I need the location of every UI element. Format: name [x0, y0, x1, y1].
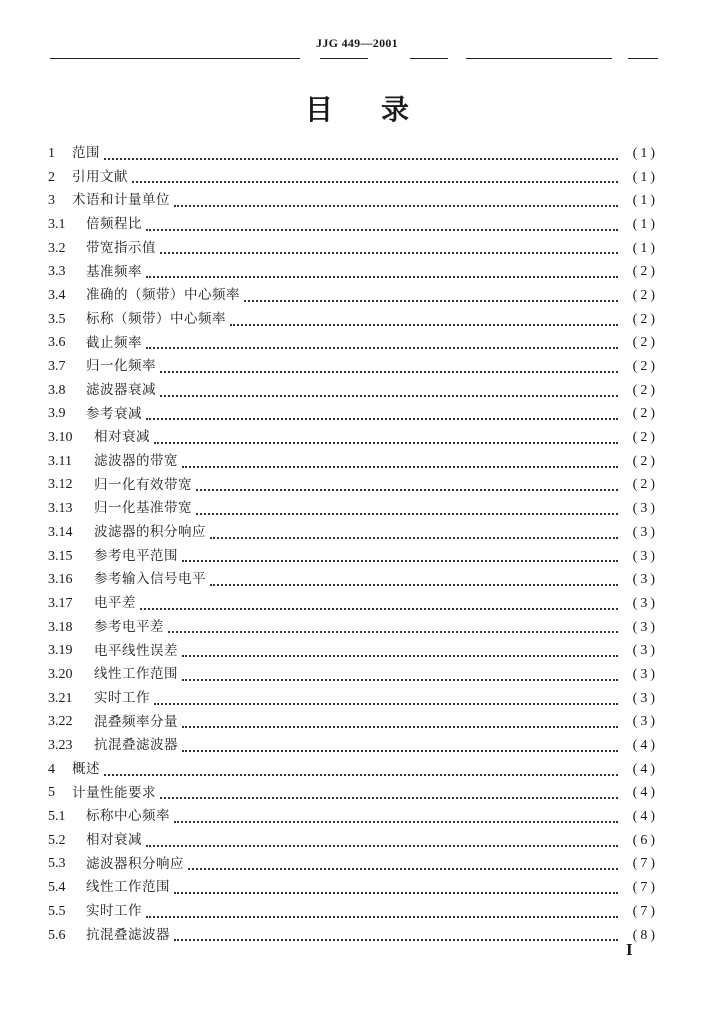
toc-page: (2) [632, 335, 658, 351]
toc-number: 3.4 [48, 287, 66, 303]
dot-leader [174, 820, 618, 823]
toc-entry[interactable] [48, 924, 658, 948]
dot-leader [160, 394, 618, 397]
toc-entry[interactable] [48, 687, 658, 711]
dot-leader [146, 228, 618, 231]
dot-leader [196, 488, 618, 491]
toc-number: 5.1 [48, 809, 66, 825]
toc-label: 参考电平差 [94, 618, 164, 635]
toc-entry[interactable] [48, 450, 658, 474]
toc-entry[interactable] [48, 782, 658, 806]
toc-number: 1 [48, 145, 55, 161]
dot-leader [244, 299, 618, 302]
toc-label: 参考衰减 [86, 405, 142, 422]
toc-page: (3) [632, 524, 658, 540]
toc-label: 倍频程比 [86, 216, 142, 233]
dot-leader [182, 678, 618, 681]
dot-leader [210, 536, 618, 539]
dot-leader [188, 867, 618, 870]
toc-page: (2) [632, 359, 658, 375]
toc-label: 概述 [72, 760, 100, 777]
toc-number: 3.12 [48, 477, 73, 493]
toc-page: (2) [632, 430, 658, 446]
toc-page: (1) [632, 216, 658, 232]
toc-page: (2) [632, 264, 658, 280]
toc-label: 抗混叠滤波器 [86, 926, 170, 943]
toc-label: 标称中心频率 [86, 808, 170, 825]
toc-number: 3.21 [48, 690, 73, 706]
dot-leader [182, 559, 618, 562]
toc-page: (7) [632, 880, 658, 896]
toc-page: (1) [632, 193, 658, 209]
dot-leader [182, 749, 618, 752]
toc-number: 3.13 [48, 501, 73, 517]
toc-number: 5.5 [48, 903, 66, 919]
toc-page: (3) [632, 548, 658, 564]
toc-label: 引用文献 [72, 168, 128, 185]
dot-leader [146, 346, 618, 349]
toc-label: 计量性能要求 [72, 784, 156, 801]
toc-entry[interactable] [48, 592, 658, 616]
toc-page: (3) [632, 714, 658, 730]
toc-label: 基准频率 [86, 263, 142, 280]
toc-entry[interactable] [48, 805, 658, 829]
dot-leader [182, 654, 618, 657]
toc-label: 参考电平范围 [94, 547, 178, 564]
toc-number: 3.5 [48, 311, 66, 327]
toc-page: (7) [632, 903, 658, 919]
toc-entry[interactable] [48, 166, 658, 190]
toc-page: (4) [632, 809, 658, 825]
toc-number: 3.8 [48, 382, 66, 398]
toc-entry[interactable] [48, 284, 658, 308]
toc-number: 3.14 [48, 524, 73, 540]
toc-page: (8) [632, 927, 658, 943]
dot-leader [168, 630, 618, 633]
toc-label: 电平线性误差 [94, 642, 178, 659]
toc-label: 参考输入信号电平 [94, 571, 206, 588]
toc-number: 5.3 [48, 856, 66, 872]
toc-label: 标称（频带）中心频率 [86, 310, 226, 327]
dot-leader [174, 204, 618, 207]
toc-page: (2) [632, 477, 658, 493]
toc-entry[interactable] [48, 616, 658, 640]
toc-entry[interactable] [48, 403, 658, 427]
dot-leader [104, 773, 618, 776]
toc-label: 带宽指示值 [86, 239, 156, 256]
dot-leader [154, 702, 618, 705]
toc-entry[interactable] [48, 355, 658, 379]
toc-entry[interactable] [48, 545, 658, 569]
toc-label: 电平差 [94, 595, 136, 612]
toc-entry[interactable] [48, 497, 658, 521]
toc-number: 3.20 [48, 666, 73, 682]
toc-number: 4 [48, 761, 55, 777]
toc-entry[interactable] [48, 711, 658, 735]
toc-page: (3) [632, 572, 658, 588]
toc-number: 3.22 [48, 714, 73, 730]
toc-number: 3.16 [48, 572, 73, 588]
toc-label: 实时工作 [86, 903, 142, 920]
toc-label: 归一化基准带宽 [94, 500, 192, 517]
dot-leader [210, 583, 618, 586]
toc-number: 3.17 [48, 595, 73, 611]
toc-entry[interactable] [48, 853, 658, 877]
toc-number: 3.23 [48, 738, 73, 754]
toc-entry[interactable] [48, 639, 658, 663]
toc-entry[interactable] [48, 426, 658, 450]
dot-leader [146, 275, 618, 278]
toc-page: (3) [632, 595, 658, 611]
toc-number: 3.10 [48, 430, 73, 446]
toc-page: (4) [632, 761, 658, 777]
toc-number: 3.11 [48, 453, 72, 469]
toc-number: 2 [48, 169, 55, 185]
toc-entry[interactable] [48, 568, 658, 592]
toc-label: 实时工作 [94, 689, 150, 706]
dot-leader [182, 725, 618, 728]
header-rule [50, 58, 300, 59]
toc-number: 5 [48, 785, 55, 801]
toc-number: 3.2 [48, 240, 66, 256]
header-rule [628, 58, 658, 59]
toc-label: 波滤器的积分响应 [94, 524, 206, 541]
page-number: I [626, 940, 633, 959]
toc-page: (3) [632, 619, 658, 635]
toc-entry[interactable] [48, 734, 658, 758]
toc-label: 术语和计量单位 [72, 192, 170, 209]
toc-entry[interactable] [48, 474, 658, 498]
toc-number: 3.18 [48, 619, 73, 635]
dot-leader [154, 441, 618, 444]
dot-leader [146, 915, 618, 918]
toc-page: (2) [632, 406, 658, 422]
toc-entry[interactable] [48, 829, 658, 853]
dot-leader [160, 796, 618, 799]
toc-page: (1) [632, 145, 658, 161]
toc-number: 3.15 [48, 548, 73, 564]
toc-entry[interactable] [48, 663, 658, 687]
toc-number: 5.6 [48, 927, 66, 943]
toc-number: 3.6 [48, 335, 66, 351]
dot-leader [196, 512, 618, 515]
toc-entry[interactable] [48, 213, 658, 237]
toc-label: 相对衰减 [86, 832, 142, 849]
toc-label: 滤波器的带宽 [94, 453, 178, 470]
dot-leader [230, 323, 618, 326]
toc-entry[interactable] [48, 876, 658, 900]
toc-label: 混叠频率分量 [94, 713, 178, 730]
toc-page: (3) [632, 501, 658, 517]
toc-entry[interactable] [48, 521, 658, 545]
toc-page: (2) [632, 453, 658, 469]
dot-leader [160, 370, 618, 373]
dot-leader [104, 157, 618, 160]
toc-page: (3) [632, 643, 658, 659]
toc-page: (2) [632, 382, 658, 398]
toc-number: 3.7 [48, 359, 66, 375]
toc-entry[interactable] [48, 260, 658, 284]
toc-label: 归一化有效带宽 [94, 476, 192, 493]
toc-page: (4) [632, 738, 658, 754]
toc-page: (7) [632, 856, 658, 872]
dot-leader [140, 607, 618, 610]
toc-label: 相对衰减 [94, 429, 150, 446]
dot-leader [146, 417, 618, 420]
header-rule [466, 58, 612, 59]
dot-leader [182, 465, 618, 468]
toc-label: 抗混叠滤波器 [94, 737, 178, 754]
toc-page: (2) [632, 287, 658, 303]
toc-page: (6) [632, 832, 658, 848]
toc-number: 3.3 [48, 264, 66, 280]
dot-leader [146, 844, 618, 847]
toc-number: 5.2 [48, 832, 66, 848]
dot-leader [160, 251, 618, 254]
toc-label: 截止频率 [86, 334, 142, 351]
toc-page: (3) [632, 690, 658, 706]
toc-number: 3 [48, 193, 55, 209]
toc-entry[interactable] [48, 308, 658, 332]
dot-leader [174, 938, 618, 941]
toc-label: 线性工作范围 [86, 879, 170, 896]
toc-page: (2) [632, 311, 658, 327]
toc-entry[interactable] [48, 379, 658, 403]
toc-label: 归一化频率 [86, 358, 156, 375]
toc-page: (4) [632, 785, 658, 801]
toc-label: 滤波器积分响应 [86, 855, 184, 872]
toc-label: 线性工作范围 [94, 666, 178, 683]
dot-leader [174, 891, 618, 894]
table-of-contents [48, 142, 658, 947]
toc-entry[interactable] [48, 142, 658, 166]
page-title: 目录 [304, 93, 457, 126]
toc-label: 范围 [72, 145, 100, 162]
toc-entry[interactable] [48, 332, 658, 356]
toc-entry[interactable] [48, 758, 658, 782]
toc-number: 3.19 [48, 643, 73, 659]
toc-entry[interactable] [48, 237, 658, 261]
toc-entry[interactable] [48, 900, 658, 924]
document-code: JJG 449—2001 [316, 36, 398, 50]
header-rule [320, 58, 368, 59]
toc-page: (1) [632, 169, 658, 185]
toc-page: (3) [632, 666, 658, 682]
toc-label: 滤波器衰减 [86, 381, 156, 398]
toc-page: (1) [632, 240, 658, 256]
dot-leader [132, 180, 618, 183]
toc-label: 准确的（频带）中心频率 [86, 287, 240, 304]
toc-number: 3.9 [48, 406, 66, 422]
toc-number: 3.1 [48, 216, 66, 232]
toc-number: 5.4 [48, 880, 66, 896]
header-rule [410, 58, 448, 59]
toc-entry[interactable] [48, 189, 658, 213]
